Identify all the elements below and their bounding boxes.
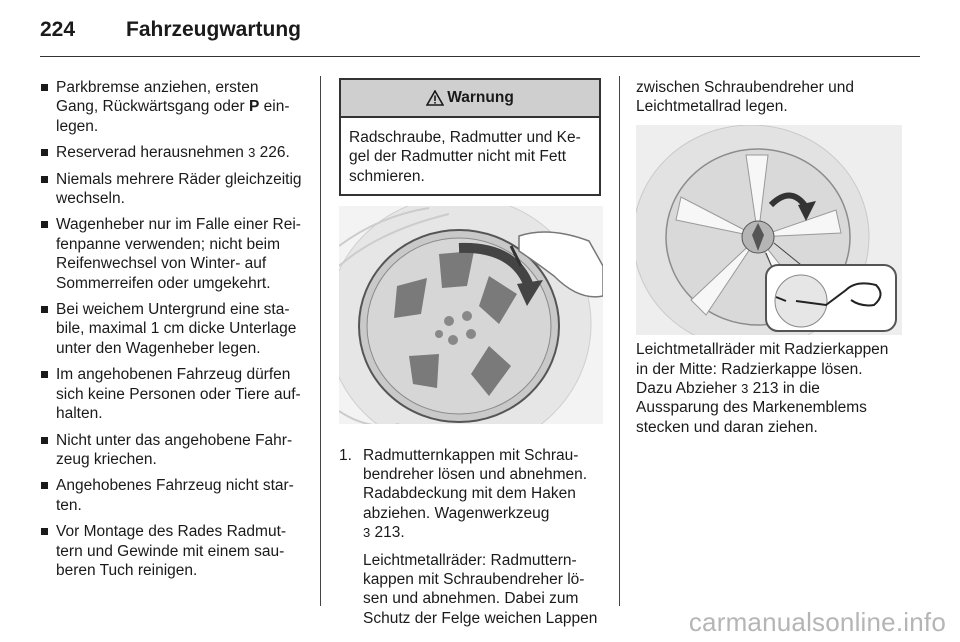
step-paragraph-1: Radmutternkappen mit Schraubendreher lösen und abnehmen. Radabdeckung mit dem Haken abziehen. Wagenwerkzeug 3 213. — [363, 446, 588, 542]
instruction-steps — [339, 446, 603, 629]
watermark: carmanualsonline.info — [688, 607, 946, 637]
step-paragraph-2: Leichtmetallräder: Radmutternkappen mit Schraubendreher lösen und abnehmen. Dabei zum Schutz der Felge weichen Lappen — [363, 551, 598, 627]
gear-p-label: P — [249, 98, 260, 116]
bullet-item: Im angehobenen Fahrzeug dürfen sich keine Personen oder Tiere aufhalten. — [40, 365, 302, 423]
bullet-square-icon — [41, 176, 48, 183]
header-divider — [40, 56, 920, 57]
warning-triangle-icon — [426, 90, 444, 106]
bullet-item: Parkbremse anziehen, ersten Gang, Rückwärtsgang oder P einlegen. — [40, 78, 302, 136]
warning-text: Radschraube, Radmutter und Kegel der Radmutter nicht mit Fett schmieren. — [349, 129, 581, 185]
column-1 — [40, 78, 302, 587]
bullet-square-icon — [41, 482, 48, 489]
column-2 — [339, 78, 603, 636]
page-ref-icon[interactable]: 3 — [363, 525, 371, 541]
caption-text: Leichtmetallräder mit Radzierkappen in der Mitte: Radzierkappe lösen. Dazu Abzieher 3 213 in die Aussparung des Markenemblems stecken und daran ziehen. — [636, 341, 889, 436]
step-number: 1. — [339, 446, 352, 464]
page-number: 224 — [40, 18, 76, 41]
step-item — [339, 446, 603, 629]
bullet-square-icon — [41, 306, 48, 313]
column-divider-2 — [619, 76, 620, 606]
bullet-item: Nicht unter das angehobene Fahrzeug kriechen. — [40, 431, 302, 470]
bullet-item: Bei weichem Untergrund eine stabile, maximal 1 cm dicke Unterlage unter den Wagenheber legen. — [40, 300, 302, 358]
warning-box — [339, 78, 601, 196]
page-title: Fahrzeugwartung — [126, 18, 302, 41]
bullet-square-icon — [41, 221, 48, 228]
bullet-item: Niemals mehrere Räder gleichzeitig wechseln. — [40, 170, 302, 209]
bullet-square-icon — [41, 149, 48, 156]
page-ref-icon[interactable]: 3 — [741, 381, 749, 397]
column-divider-1 — [320, 76, 321, 606]
bullet-square-icon — [41, 371, 48, 378]
bullet-square-icon — [41, 528, 48, 535]
bullet-item: Reserverad herausnehmen 3 226. — [40, 143, 302, 162]
column-3 — [636, 78, 902, 437]
hubcap-removal-illustration — [339, 206, 603, 424]
bullet-square-icon — [41, 84, 48, 91]
warning-header — [341, 80, 599, 118]
page-header — [40, 18, 920, 58]
bullet-item: Vor Montage des Rades Radmuttern und Gewinde mit einem sauberen Tuch reinigen. — [40, 522, 302, 580]
bullet-item: Angehobenes Fahrzeug nicht starten. — [40, 476, 302, 515]
continuation-text: zwischen Schraubendreher und Leichtmetallrad legen. — [636, 79, 854, 116]
warning-title: Warnung — [447, 89, 514, 107]
bullet-item: Wagenheber nur im Falle einer Reifenpanne verwenden; nicht beim Reifenwechsel von Winter- auf Sommerreifen oder umgekehrt. — [40, 215, 302, 293]
bullet-square-icon — [41, 437, 48, 444]
safety-bullet-list — [40, 78, 302, 580]
alloy-wheel-cap-illustration — [636, 125, 902, 335]
page-ref-icon[interactable]: 3 — [248, 145, 256, 161]
